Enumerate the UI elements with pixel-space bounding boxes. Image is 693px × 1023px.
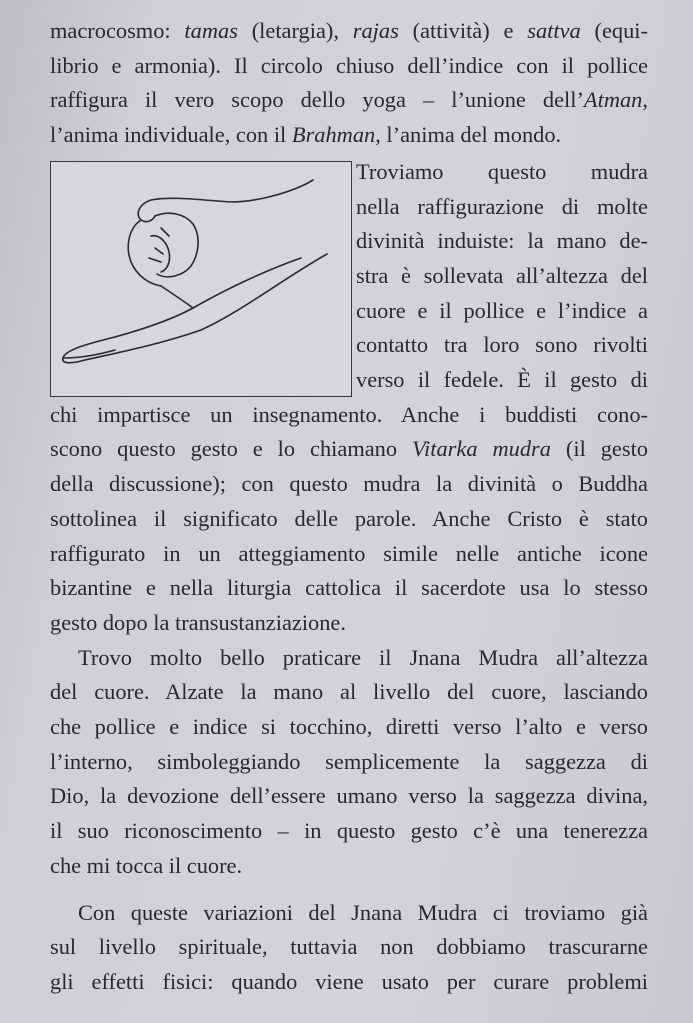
text-run: stra è sollevata all’altezza del [356, 262, 648, 288]
text-line [50, 83, 648, 118]
text-line [50, 745, 648, 780]
text-run: contatto tra loro sono rivolti [356, 332, 648, 358]
text-run: (attività) e [398, 18, 528, 43]
text-run: raffigurato in un atteggiamento simile nelle antiche icone [50, 540, 648, 566]
text-run: librio e armonia). Il circolo chiuso dell’indice con il pollice [50, 52, 648, 78]
text-run: della discussione); con questo mudra la divinità o Buddha [50, 471, 648, 497]
paragraph-heart [50, 641, 648, 884]
paragraph-variations [50, 896, 648, 1000]
text-line [50, 49, 648, 84]
text-run: bizantine e nella liturgia cattolica il sacerdote usa lo stesso [50, 575, 648, 601]
italic-term: Vitarka mudra [412, 436, 551, 462]
text-line [50, 779, 648, 814]
text-run: gli effetti fisici: quando viene usato per curare problemi [50, 968, 648, 994]
text-run: del cuore. Alzate la mano al livello del cuore, lasciando [50, 679, 648, 705]
text-line [50, 896, 648, 931]
text-run: divinità induiste: la mano de- [356, 228, 648, 254]
text-run: che pollice e indice si tocchino, diretti verso l’alto e verso [50, 714, 648, 740]
text-line [50, 814, 648, 849]
text-run: (letargia), [237, 18, 353, 43]
text-line [356, 190, 648, 225]
text-line [356, 294, 648, 329]
italic-term: Brahman [291, 122, 376, 148]
italic-term: tamas [184, 18, 238, 43]
paragraph-intro [50, 14, 648, 153]
text-run: l’interno, simboleggiando semplicemente la saggezza di [50, 748, 648, 774]
figure-row [50, 155, 648, 398]
text-line [50, 467, 648, 502]
text-line [356, 363, 648, 398]
text-line [50, 641, 648, 676]
text-run: che mi tocca il cuore. [50, 852, 243, 878]
page-text [50, 14, 648, 1000]
text-line [356, 155, 648, 190]
text-run: , l’anima del mondo. [375, 122, 562, 148]
paragraph-beside-figure [356, 155, 648, 398]
text-line [50, 675, 648, 710]
text-run: l’anima individuale, con il [50, 122, 292, 148]
italic-term: Atman [583, 87, 643, 113]
text-line [50, 537, 648, 572]
text-line [50, 930, 648, 965]
mudra-illustration [50, 161, 352, 397]
text-run: verso il fedele. È il gesto di [356, 367, 648, 393]
text-run: sul livello spirituale, tuttavia non dobbiamo trascurarne [50, 934, 648, 960]
text-run: (equi- [580, 18, 648, 43]
text-line [50, 118, 648, 153]
text-run: cuore e il pollice e l’indice a [356, 297, 648, 323]
hand-mudra-icon [51, 162, 350, 395]
text-run: nella raffigurazione di molte [356, 193, 648, 219]
text-run: (il gesto [550, 436, 649, 462]
text-line [50, 606, 648, 641]
text-run: raffigura il vero scopo dello yoga – l’unione dell’ [50, 87, 584, 113]
text-run: macrocosmo: [50, 18, 185, 43]
text-line [50, 398, 648, 433]
text-run: Troviamo questo mudra [356, 158, 648, 184]
text-run: , [642, 87, 648, 113]
text-run: Trovo molto bello praticare il Jnana Mudra all’altezza [78, 644, 648, 670]
text-line [356, 328, 648, 363]
text-line [50, 502, 648, 537]
text-run: il suo riconoscimento – in questo gesto c’è una tenerezza [50, 818, 648, 844]
italic-term: rajas [352, 18, 399, 43]
text-line [50, 571, 648, 606]
italic-term: sattva [527, 18, 581, 43]
text-line [50, 710, 648, 745]
text-line [50, 849, 648, 884]
text-run: gesto dopo la transustanziazione. [50, 609, 346, 635]
text-run: chi impartisce un insegnamento. Anche i buddisti cono- [50, 401, 648, 427]
text-run: Dio, la devozione dell’essere umano verso la saggezza divina, [50, 783, 648, 809]
text-run: Con queste variazioni del Jnana Mudra ci troviamo già [78, 899, 648, 925]
paragraph-continued [50, 398, 648, 641]
text-line [356, 259, 648, 294]
text-line [50, 965, 648, 1000]
text-line [356, 224, 648, 259]
text-run: scono questo gesto e lo chiamano [50, 436, 413, 462]
text-line [50, 14, 648, 49]
text-line [50, 432, 648, 467]
text-run: sottolinea il significato delle parole. Anche Cristo è stato [50, 505, 648, 531]
